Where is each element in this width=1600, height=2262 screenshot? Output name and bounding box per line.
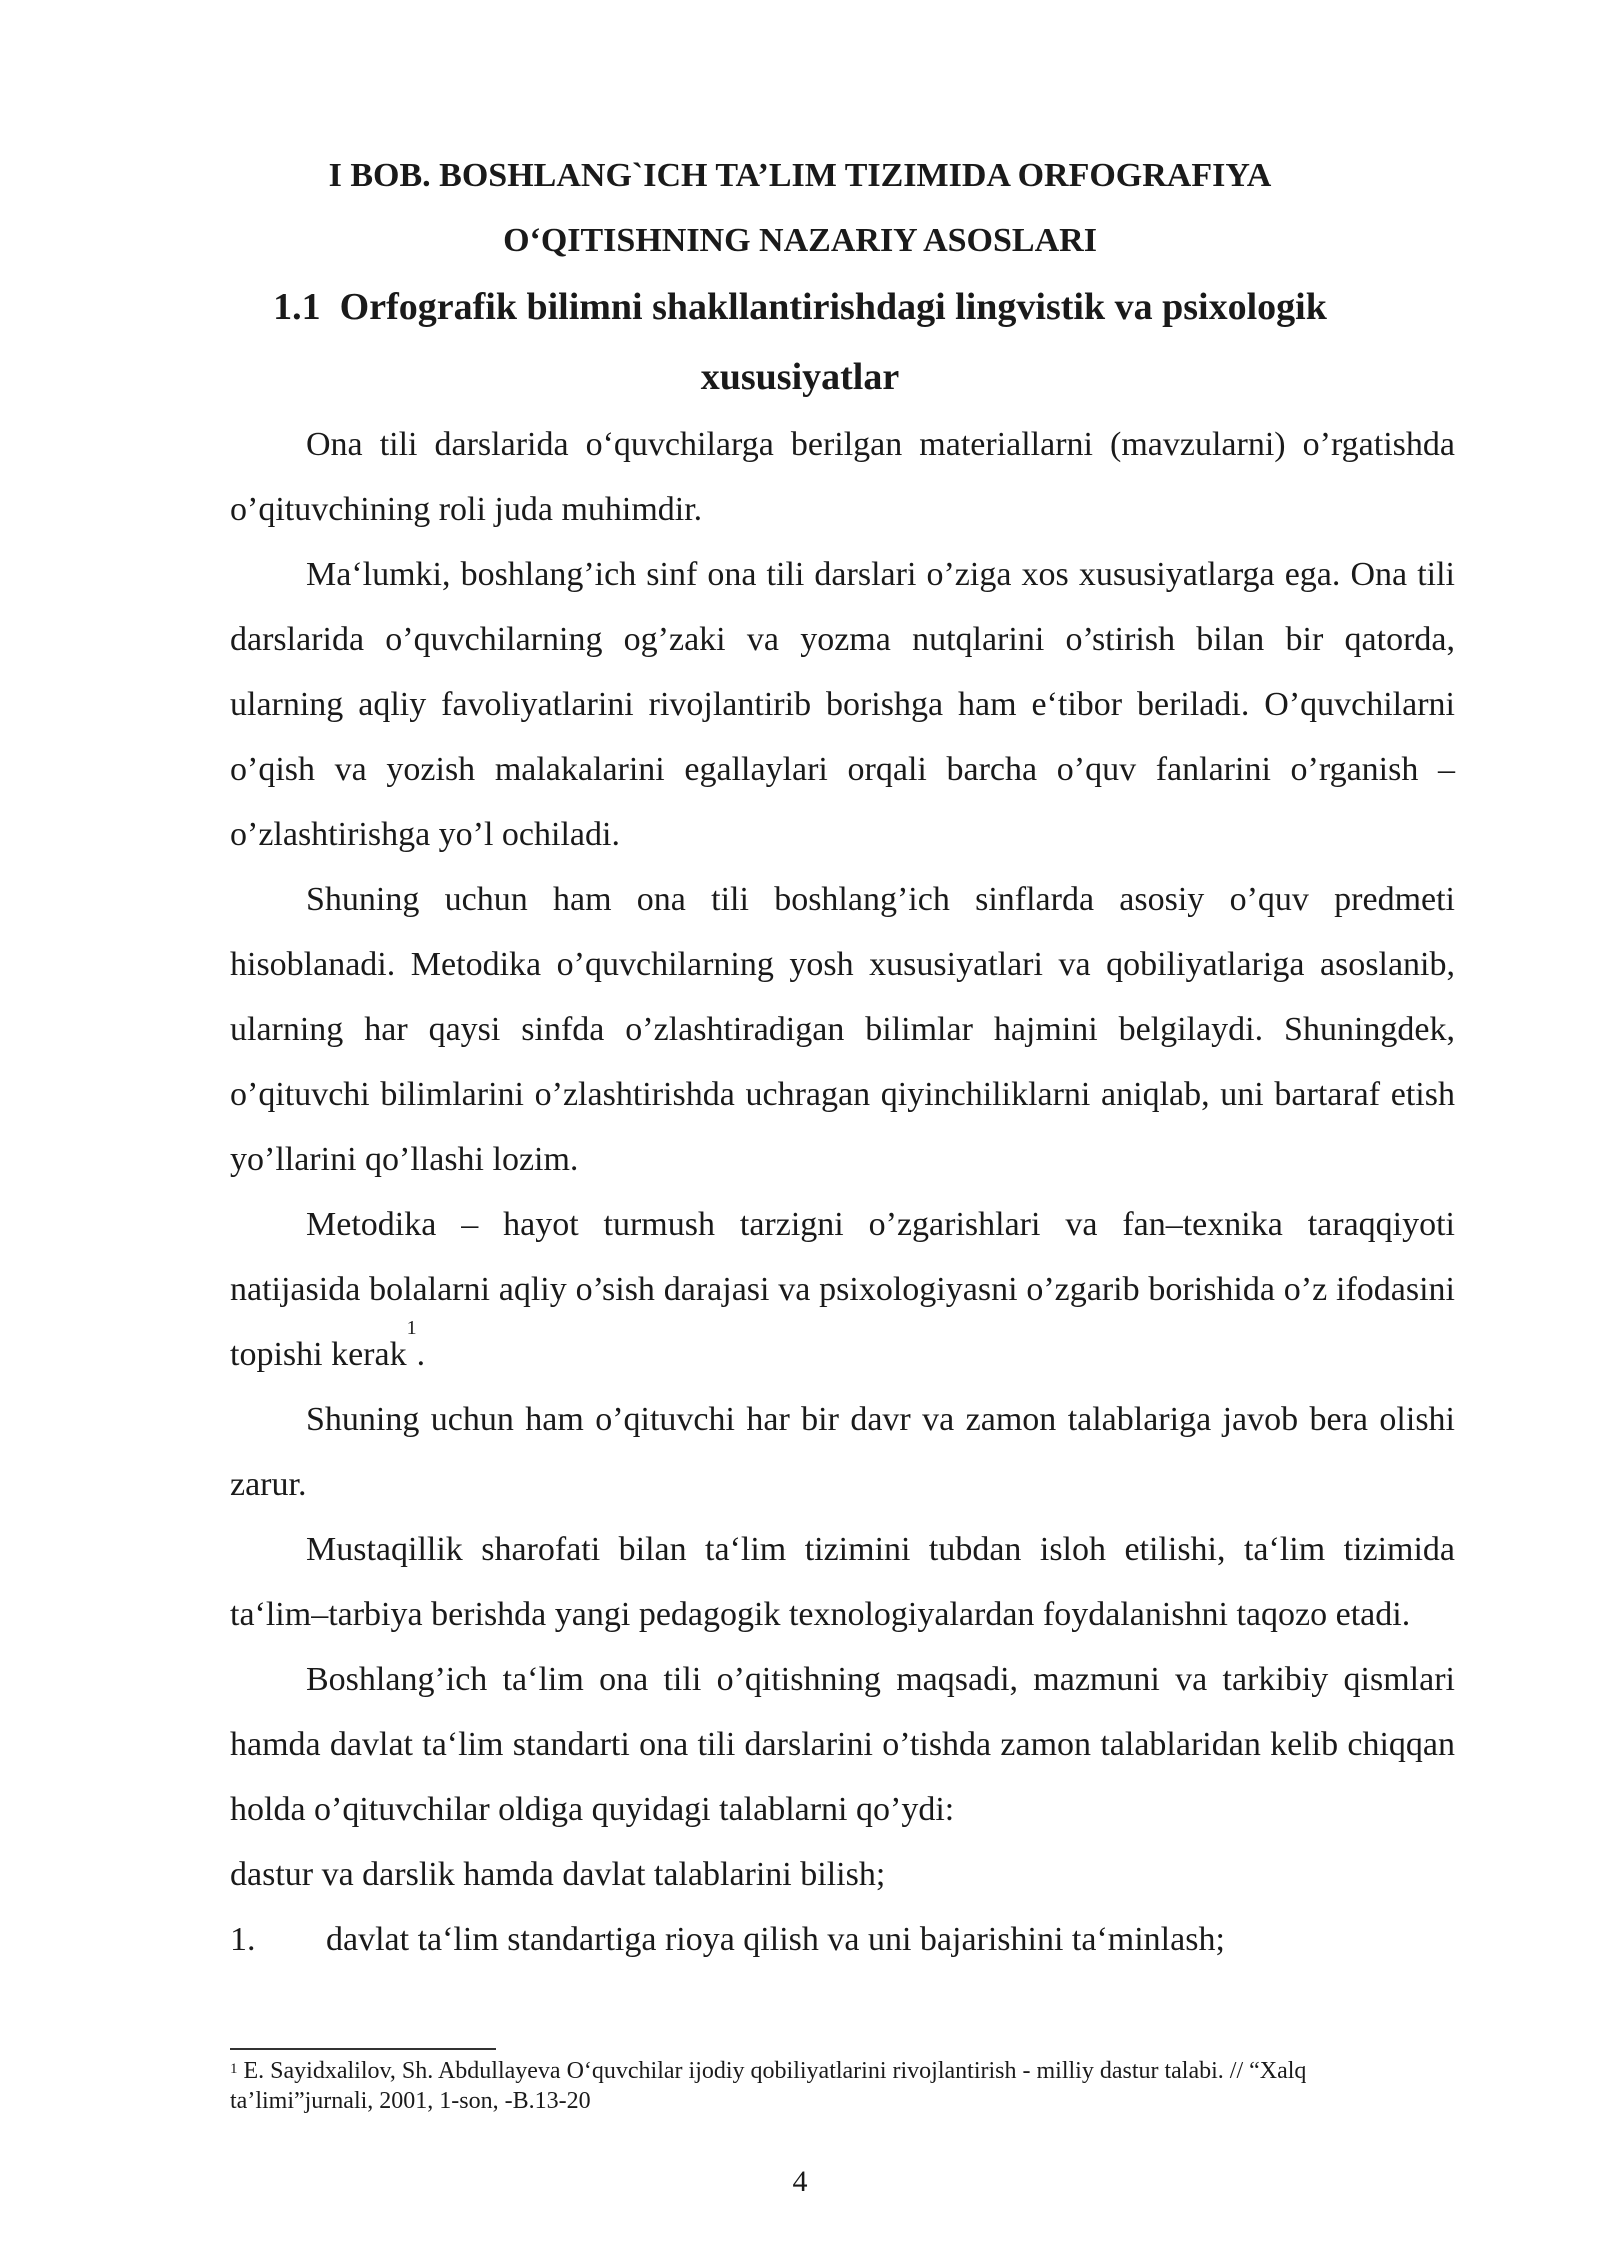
chapter-title-line-1: I BOB. BOSHLANG`ICH TA’LIM TIZIMIDA ORFOGRAFIYA [328, 157, 1272, 194]
paragraph: Shuning uchun ham o’qituvchi har bir davr va zamon talablariga javob bera olishi zarur. [230, 1401, 1455, 1503]
section-title [230, 272, 1370, 412]
chapter-title-line-2: O‘QITISHNING NAZARIY ASOSLARI [503, 222, 1097, 259]
section-title-line-2: xususiyatlar [700, 356, 900, 398]
footnote-text: E. Sayidxalilov, Sh. Abdullayeva O‘quvchilar ijodiy qobiliyatlarini rivojlantirish - milliy dastur talabi. // “Xalq ta’limi”jurnali, 2001, 1-son, -B.13-20 [230, 2058, 1307, 2114]
footnote-mark: 1 [230, 2061, 238, 2077]
footnote-reference[interactable]: 1 [406, 1317, 417, 1339]
page-number: 4 [792, 2165, 808, 2198]
chapter-title [230, 143, 1370, 273]
footnote-separator [230, 2048, 496, 2050]
paragraph-continuation: dastur va darslik hamda davlat talablarini bilish; [230, 1856, 886, 1893]
paragraph: Mustaqillik sharofati bilan ta‘lim tizimini tubdan isloh etilishi, ta‘lim tizimida ta‘lim–tarbiya berishda yangi pedagogik texnologiyalardan foydalanishni taqozo etadi. [230, 1531, 1455, 1633]
paragraph-end: . [416, 1336, 426, 1373]
section-title-line-1: 1.1 Orfografik bilimni shakllantirishdagi lingvistik va psixologik [273, 286, 1327, 328]
paragraph: Boshlang’ich ta‘lim ona tili o’qitishning maqsadi, mazmuni va tarkibiy qismlari hamda davlat ta‘lim standarti ona tili darslarini o’tishda zamon talablaridan kelib chiqqan holda o’qituvchilar oldiga quyidagi talablarni qo’ydi: [230, 1661, 1455, 1828]
paragraph-text: Metodika – hayot turmush tarzigni o’zgarishlari va fan–texnika taraqqiyoti natijasida bolalarni aqliy o’sish darajasi va psixologiyasni o’zgarib borishida o’z ifodasini topishi kerak [230, 1206, 1455, 1373]
list-number: 1. [230, 1921, 256, 1958]
paragraph: Shuning uchun ham ona tili boshlang’ich sinflarda asosiy o’quv predmeti hisoblanadi. Metodika o’quvchilarning yosh xususiyatlari va qobiliyatlariga asoslanib, ularning har qaysi sinfda o’zlashtiradigan bilimlar hajmini belgilaydi. Shuningdek, o’qituvchi bilimlarini o’zlashtirishda uchragan qiyinchiliklarni aniqlab, uni bartaraf etish yo’llarini qo’llashi lozim. [230, 881, 1455, 1178]
paragraph: Ma‘lumki, boshlang’ich sinf ona tili darslari o’ziga xos xususiyatlarga ega. Ona tili darslarida o’quvchilarning og’zaki va yozma nutqlarini o’stirish bilan bir qatorda, ularning aqliy favoliyatlarini rivojlantirib borishga ham e‘tibor beriladi. O’quvchilarni o’qish va yozish malakalarini egallaylari orqali barcha o’quv fanlarini o’rganish – o’zlashtirishga yo’l ochiladi. [230, 556, 1455, 853]
footnote [230, 2056, 1455, 2116]
body-text [230, 412, 1455, 1972]
paragraph: Ona tili darslarida o‘quvchilarga berilgan materiallarni (mavzularni) o’rgatishda o’qituvchining roli juda muhimdir. [230, 426, 1455, 528]
paragraph-with-footnote [230, 1192, 1455, 1387]
list-item [230, 1907, 1455, 1972]
list-text: davlat ta‘lim standartiga rioya qilish va uni bajarishini ta‘minlash; [326, 1921, 1225, 1958]
